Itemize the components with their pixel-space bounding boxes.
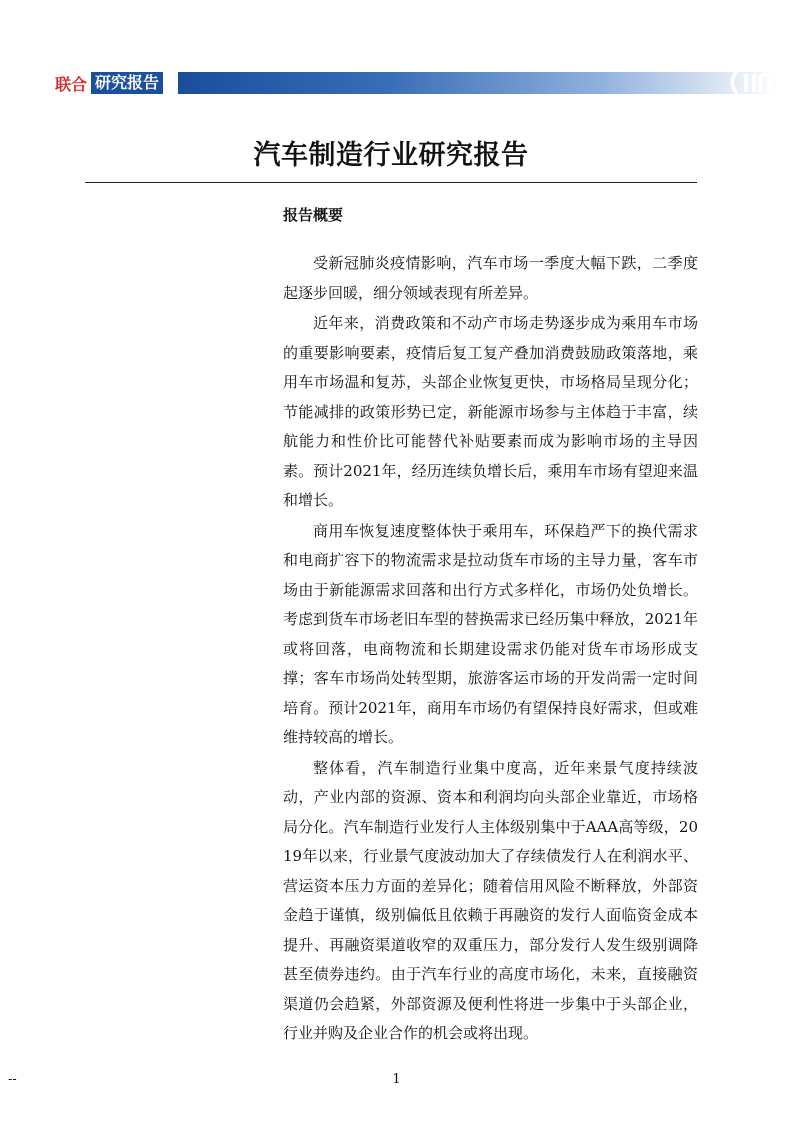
summary-paragraph: 受新冠肺炎疫情影响，汽车市场一季度大幅下跌，二季度起逐步回暖，细分领域表现有所差异。 [283,254,698,302]
report-header-bar [55,70,778,96]
page-title: 汽车制造行业研究报告 [253,140,529,171]
summary-paragraph: 近年来，消费政策和不动产市场走势逐步成为乘用车市场的重要影响要素，疫情后复工复产叠加消费鼓励政策落地，乘用车市场温和复苏，头部企业恢复更快，市场格局呈现分化；节能减排的政策形势已定，新能源市场参与主体趋于丰富，续航能力和性价比可能替代补贴要素而成为影响市场的主导因素。预计2021年，经历连续负增长后，乘用车市场有望迎来温和增长。 [283,314,698,509]
footer-dash: -- [8,1072,17,1086]
brand-logo-text [55,72,163,94]
brand-red-text: 联合 [55,74,88,94]
summary-paragraph: 整体看，汽车制造行业集中度高，近年来景气度持续波动，产业内部的资源、资本和利润均向头部企业靠近，市场格局分化。汽车制造行业发行人主体级别集中于AAA高等级，2019年以来，行业景气度波动加大了存续债发行人在利润水平、营运资本压力方面的差异化；随着信用风险不断释放，外部资金趋于谨慎，级别偏低且依赖于再融资的发行人面临资金成本提升、再融资渠道收窄的双重压力，部分发行人发生级别调降甚至债券违约。由于汽车行业的高度市场化，未来，直接融资渠道仍会趋紧，外部资源及便利性将进一步集中于头部企业，行业并购及企业合作的机会或将出现。 [283,758,698,1042]
watermark-logo-icon [730,68,778,96]
summary-heading: 报告概要 [283,206,344,224]
title-divider [85,182,697,183]
page-number: 1 [392,1072,401,1087]
summary-paragraph: 商用车恢复速度整体快于乘用车，环保趋严下的换代需求和电商扩容下的物流需求是拉动货车市场的主导力量，客车市场由于新能源需求回落和出行方式多样化，市场仍处负增长。考虑到货车市场老旧车型的替换需求已经历集中释放，2021年或将回落，电商物流和长期建设需求仍能对货车市场形成支撑；客车市场尚处转型期，旅游客运市场的开发尚需一定时间培育。预计2021年，商用车市场仍有望保持良好需求，但或难维持较高的增长。 [283,521,698,746]
summary-section [283,204,698,1050]
header-gradient-band [178,72,778,94]
brand-blue-text: 研究报告 [91,72,163,94]
